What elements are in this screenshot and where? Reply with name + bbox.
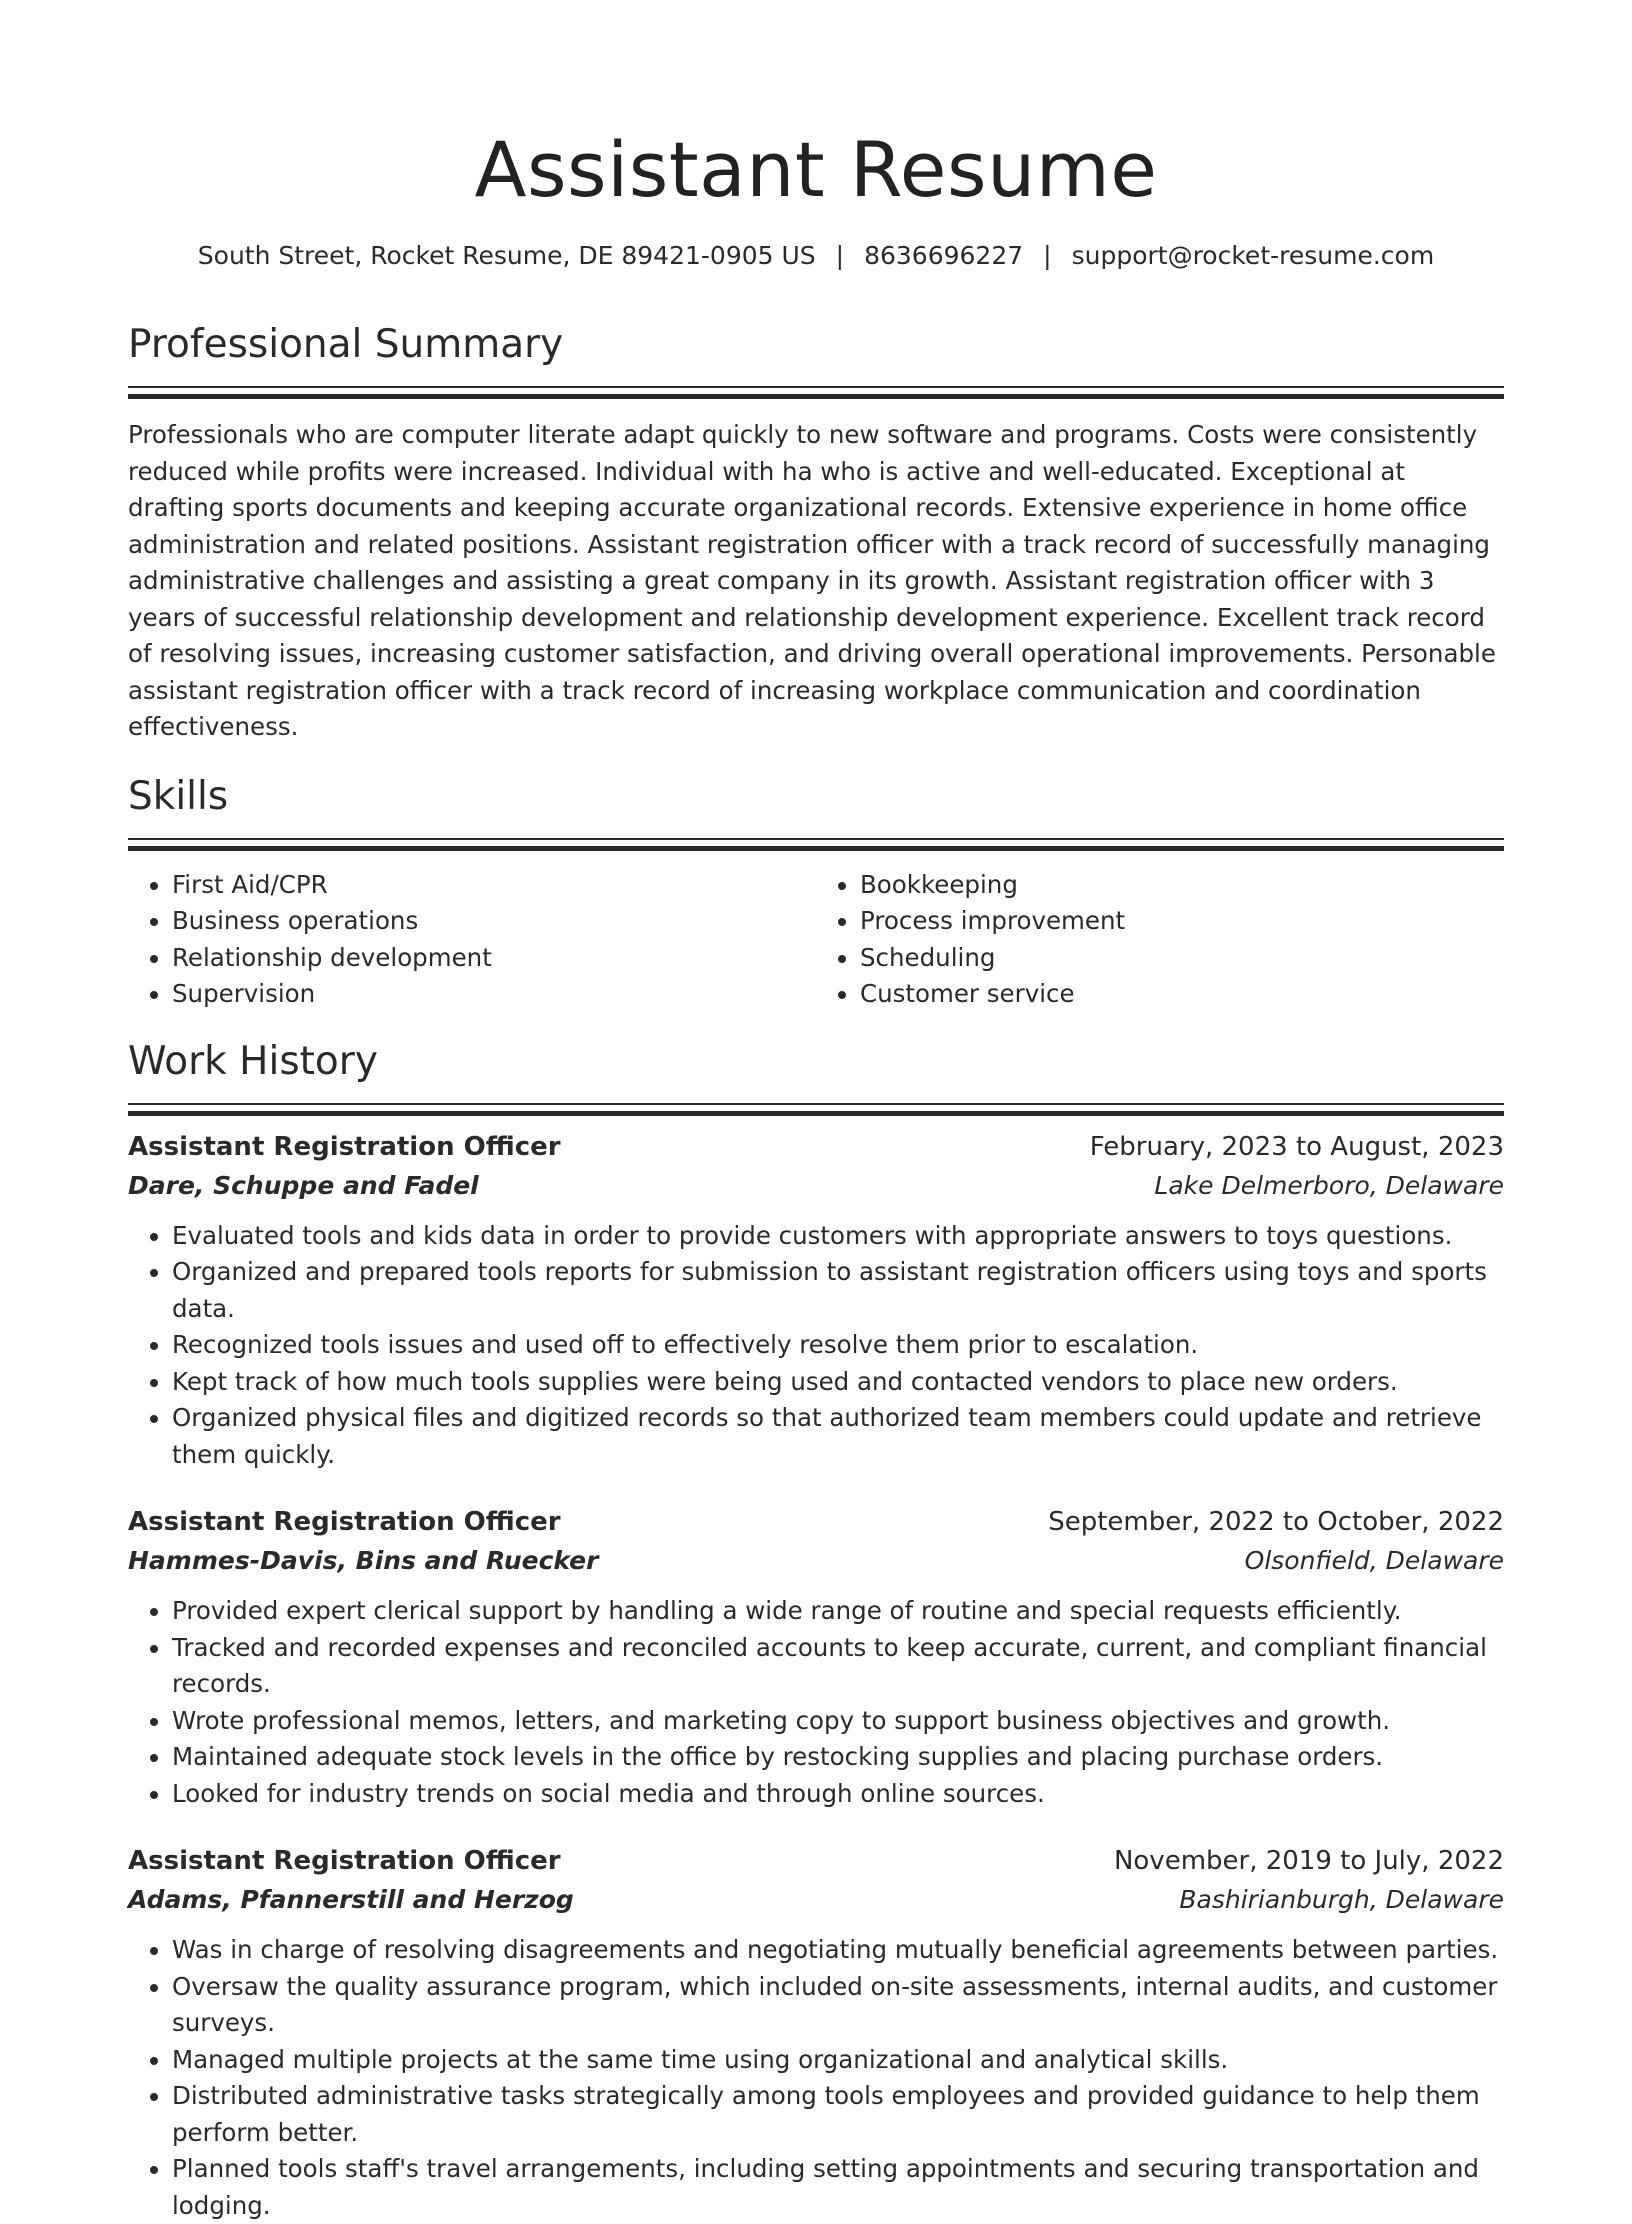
summary-heading: Professional Summary [128, 320, 1504, 370]
skill-item: • Process improvement [860, 903, 1504, 940]
job-bullet: • Tracked and recorded expenses and reconciled accounts to keep accurate, current, and compliant financial records. [172, 1630, 1504, 1703]
summary-section [128, 320, 1504, 746]
phone: 8636696227 [864, 241, 1023, 270]
contact-line [128, 238, 1504, 274]
skill-item: • Supervision [172, 976, 816, 1013]
address: South Street, Rocket Resume, DE 89421-0905 US [198, 241, 816, 270]
job-company-row [128, 1880, 1504, 1920]
work-heading: Work History [128, 1037, 1504, 1087]
skill-item: • Relationship development [172, 940, 816, 977]
job-company-row [128, 1166, 1504, 1206]
job-company: Dare, Schuppe and Fadel [128, 1166, 479, 1206]
job-bullet: • Wrote professional memos, letters, and marketing copy to support business objectives and growth. [172, 1703, 1504, 1740]
section-divider [128, 386, 1504, 399]
job-bullet: • Maintained adequate stock levels in the office by restocking supplies and placing purchase orders. [172, 1739, 1504, 1776]
job-bullets [128, 1593, 1504, 1812]
skill-item: • First Aid/CPR [172, 867, 816, 904]
skill-item: • Bookkeeping [860, 867, 1504, 904]
job-bullet: • Managed multiple projects at the same time using organizational and analytical skills. [172, 2042, 1504, 2079]
job-header-row [128, 1128, 1504, 1166]
job-company-row [128, 1541, 1504, 1581]
job-bullet: • Distributed administrative tasks strategically among tools employees and provided guidance to help them perform better. [172, 2078, 1504, 2151]
job-bullet: • Evaluated tools and kids data in order to provide customers with appropriate answers to toys questions. [172, 1218, 1504, 1255]
job-dates: September, 2022 to October, 2022 [1048, 1503, 1504, 1541]
job-bullets [128, 1932, 1504, 2224]
job-bullet: • Provided expert clerical support by handling a wide range of routine and special requests efficiently. [172, 1593, 1504, 1630]
job-location: Bashirianburgh, Delaware [1179, 1880, 1504, 1920]
email: support@rocket-resume.com [1072, 241, 1435, 270]
job-bullet: • Organized and prepared tools reports for submission to assistant registration officers using toys and sports data. [172, 1254, 1504, 1327]
job-header-row [128, 1842, 1504, 1880]
job-bullets [128, 1218, 1504, 1474]
job-title: Assistant Registration Officer [128, 1503, 561, 1541]
job-entry [128, 1503, 1504, 1812]
job-header-row [128, 1503, 1504, 1541]
skills-heading: Skills [128, 772, 1504, 822]
job-entry [128, 1128, 1504, 1474]
job-bullet: • Kept track of how much tools supplies were being used and contacted vendors to place new orders. [172, 1364, 1504, 1401]
contact-separator: | [836, 238, 844, 274]
skills-list-right [816, 867, 1504, 1013]
job-location: Olsonfield, Delaware [1245, 1541, 1504, 1581]
job-bullet: • Oversaw the quality assurance program, which included on-site assessments, internal audits, and customer surveys. [172, 1969, 1504, 2042]
job-title: Assistant Registration Officer [128, 1128, 561, 1166]
job-bullet: • Looked for industry trends on social media and through online sources. [172, 1776, 1504, 1813]
resume-title: Assistant Resume [128, 0, 1504, 218]
section-divider [128, 1103, 1504, 1116]
work-section [128, 1037, 1504, 2224]
summary-text: Professionals who are computer literate adapt quickly to new software and programs. Costs were consistently reduced while profits were increased. Individual with ha who is active and well-educated. Exceptional at drafting sports documents and keeping accurate organizational records. Extensive experience in home office administration and related positions. Assistant registration officer with a track record of successfully managing administrative challenges and assisting a great company in its growth. Assistant registration officer with 3 years of successful relationship development and relationship development experience. Excellent track record of resolving issues, increasing customer satisfaction, and driving overall operational improvements. Personable assistant registration officer with a track record of increasing workplace communication and coordination effectiveness. [128, 417, 1504, 746]
job-dates: February, 2023 to August, 2023 [1090, 1128, 1504, 1166]
job-entry [128, 1842, 1504, 2224]
skills-section [128, 772, 1504, 1013]
skill-item: • Business operations [172, 903, 816, 940]
job-company: Hammes-Davis, Bins and Ruecker [128, 1541, 598, 1581]
skills-list-left [128, 867, 816, 1013]
skill-item: • Scheduling [860, 940, 1504, 977]
job-bullet: • Was in charge of resolving disagreements and negotiating mutually beneficial agreements between parties. [172, 1932, 1504, 1969]
job-bullet: • Organized physical files and digitized records so that authorized team members could update and retrieve them quickly. [172, 1400, 1504, 1473]
job-dates: November, 2019 to July, 2022 [1114, 1842, 1504, 1880]
job-company: Adams, Pfannerstill and Herzog [128, 1880, 574, 1920]
job-bullet: • Recognized tools issues and used off to effectively resolve them prior to escalation. [172, 1327, 1504, 1364]
section-divider [128, 838, 1504, 851]
job-location: Lake Delmerboro, Delaware [1154, 1166, 1504, 1206]
contact-separator: | [1043, 238, 1051, 274]
job-bullet: • Planned tools staff's travel arrangements, including setting appointments and securing transportation and lodging. [172, 2151, 1504, 2224]
skills-grid [128, 867, 1504, 1013]
skill-item: • Customer service [860, 976, 1504, 1013]
job-title: Assistant Registration Officer [128, 1842, 561, 1880]
